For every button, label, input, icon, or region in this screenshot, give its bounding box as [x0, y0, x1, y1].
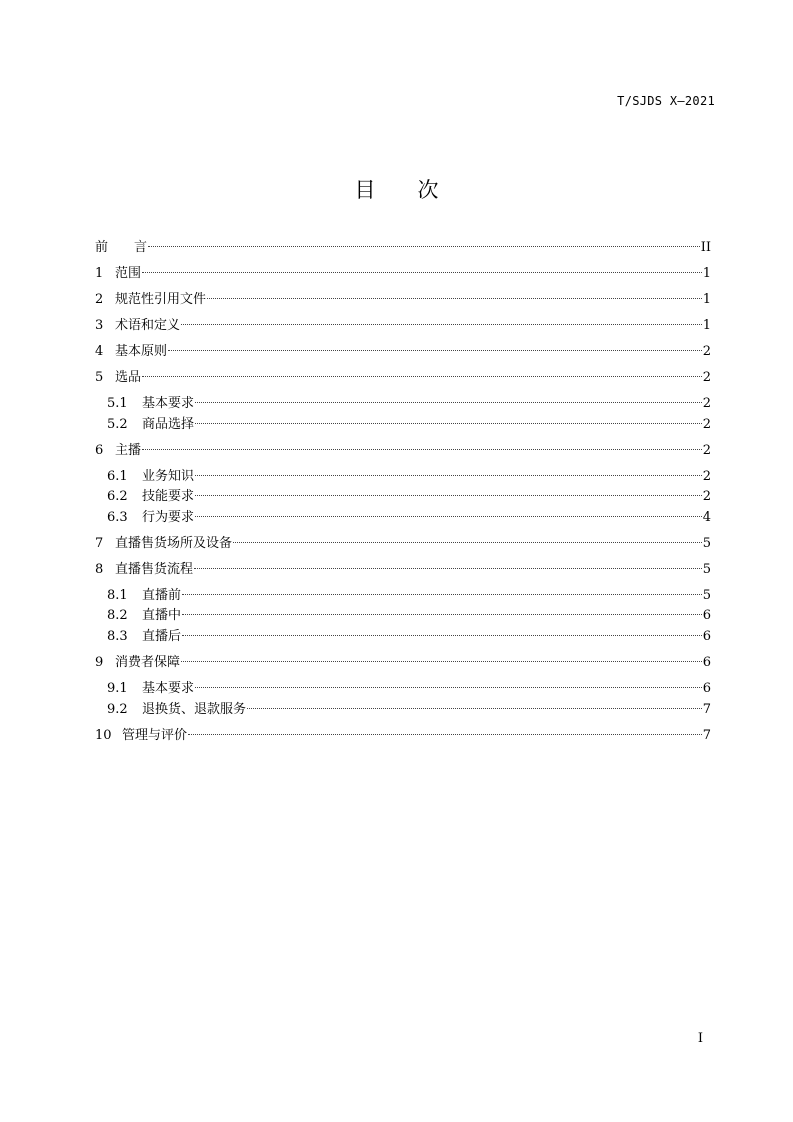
toc-entry-label: 基本要求: [142, 681, 195, 696]
toc-entry-page: 6: [702, 608, 711, 623]
toc-subentry[interactable]: [107, 487, 711, 507]
toc-entry-page: 6: [702, 629, 711, 644]
toc-entry-number: 4: [95, 344, 104, 359]
toc-entry-label: 范围: [115, 266, 142, 281]
toc-entry[interactable]: [95, 560, 711, 580]
toc-entry-page: 1: [702, 318, 711, 333]
toc-entry-label: 直播后: [142, 629, 182, 644]
dot-leader: [142, 376, 702, 377]
toc-entry[interactable]: [95, 653, 711, 673]
toc-entry-number: 6: [95, 443, 104, 458]
dot-leader: [195, 423, 702, 424]
toc-subentry[interactable]: [107, 415, 711, 435]
toc-entry-page: 5: [702, 536, 711, 551]
toc-subentry[interactable]: [107, 394, 711, 414]
toc-entry-page: 7: [702, 728, 711, 743]
toc-entry-label: 商品选择: [142, 417, 195, 432]
toc-entry-number: 9.2: [107, 702, 128, 717]
toc-entry-page: II: [700, 240, 711, 255]
toc-entry-page: 5: [702, 562, 711, 577]
toc-entry-page: 5: [702, 588, 711, 603]
dot-leader: [247, 708, 702, 709]
toc-entry-number: 8.2: [107, 608, 128, 623]
toc-entry[interactable]: [95, 342, 711, 362]
toc-entry-label: 消费者保障: [115, 655, 181, 670]
toc-entry-number: 7: [95, 536, 104, 551]
toc-entry[interactable]: [95, 368, 711, 388]
toc-entry-number: 6.1: [107, 469, 128, 484]
toc-entry-number: 9: [95, 655, 104, 670]
dot-leader: [188, 734, 702, 735]
toc-entry-number: 8: [95, 562, 104, 577]
dot-leader: [195, 402, 702, 403]
toc-entry-preface[interactable]: [95, 238, 711, 258]
toc-entry-label: 行为要求: [142, 510, 195, 525]
toc-subentry[interactable]: [107, 467, 711, 487]
toc-entry-page: 2: [702, 489, 711, 504]
toc-subentry[interactable]: [107, 627, 711, 647]
dot-leader: [182, 614, 702, 615]
dot-leader: [142, 449, 702, 450]
toc-entry-number: 5.2: [107, 417, 128, 432]
toc-entry-page: 2: [702, 344, 711, 359]
dot-leader: [181, 661, 702, 662]
dot-leader: [182, 594, 702, 595]
toc-entry-label: 业务知识: [142, 469, 195, 484]
toc-entry-page: 2: [702, 396, 711, 411]
dot-leader: [148, 246, 700, 247]
toc-entry-number: 8.1: [107, 588, 128, 603]
dot-leader: [233, 542, 702, 543]
dot-leader: [168, 350, 702, 351]
toc-subentry[interactable]: [107, 679, 711, 699]
toc-entry-page: 6: [702, 655, 711, 670]
dot-leader: [194, 568, 702, 569]
toc-entry-number: 5: [95, 370, 104, 385]
toc-entry[interactable]: [95, 264, 711, 284]
page-title: [0, 174, 793, 204]
toc-entry-label: 直播售货场所及设备: [115, 536, 233, 551]
toc-entry-label: 直播前: [142, 588, 182, 603]
toc-entry-label: 管理与评价: [122, 728, 188, 743]
toc-entry[interactable]: [95, 441, 711, 461]
dot-leader: [207, 298, 702, 299]
toc-subentry[interactable]: [107, 586, 711, 606]
dot-leader: [195, 516, 702, 517]
toc-entry-page: 2: [702, 417, 711, 432]
toc-entry-number: 3: [95, 318, 104, 333]
toc-entry-number: 5.1: [107, 396, 128, 411]
toc-entry-page: 4: [702, 510, 711, 525]
toc-entry-label: 基本原则: [115, 344, 168, 359]
toc-entry-page: 2: [702, 370, 711, 385]
toc-entry[interactable]: [95, 534, 711, 554]
toc-entry-number: 10: [95, 728, 112, 743]
toc-entry[interactable]: [95, 316, 711, 336]
toc-entry-label: 退换货、退款服务: [142, 702, 247, 717]
toc-subentry[interactable]: [107, 606, 711, 626]
dot-leader: [195, 475, 702, 476]
toc-subentry[interactable]: [107, 508, 711, 528]
title-char-1: 目: [354, 178, 376, 202]
toc-entry-label: 规范性引用文件: [115, 292, 207, 307]
toc-entry-number: 9.1: [107, 681, 128, 696]
toc-entry-page: 6: [702, 681, 711, 696]
toc-entry-label: 术语和定义: [115, 318, 181, 333]
title-char-2: 次: [417, 178, 439, 202]
dot-leader: [182, 635, 702, 636]
toc-entry-label: 直播售货流程: [115, 562, 194, 577]
toc-entry-page: 2: [702, 469, 711, 484]
toc-entry-label: 基本要求: [142, 396, 195, 411]
toc-entry-number: 6.3: [107, 510, 128, 525]
dot-leader: [142, 272, 702, 273]
toc-entry-page: 1: [702, 266, 711, 281]
toc-entry-label: 直播中: [142, 608, 182, 623]
toc-entry-label: 主播: [115, 443, 142, 458]
toc-entry-label: 技能要求: [142, 489, 195, 504]
toc-entry[interactable]: [95, 290, 711, 310]
toc-entry[interactable]: [95, 726, 711, 746]
toc-entry-label: 前 言: [95, 240, 148, 255]
toc-subentry[interactable]: [107, 700, 711, 720]
toc-entry-page: 7: [702, 702, 711, 717]
dot-leader: [195, 495, 702, 496]
toc-entry-number: 1: [95, 266, 104, 281]
dot-leader: [181, 324, 702, 325]
toc-entry-label: 选品: [115, 370, 142, 385]
standard-code: T/SJDS X—2021: [617, 94, 715, 108]
toc-entry-page: 2: [702, 443, 711, 458]
dot-leader: [195, 687, 702, 688]
toc-entry-number: 2: [95, 292, 104, 307]
toc-entry-number: 6.2: [107, 489, 128, 504]
toc-entry-number: 8.3: [107, 629, 128, 644]
page-number: I: [697, 1031, 703, 1046]
toc-entry-page: 1: [702, 292, 711, 307]
